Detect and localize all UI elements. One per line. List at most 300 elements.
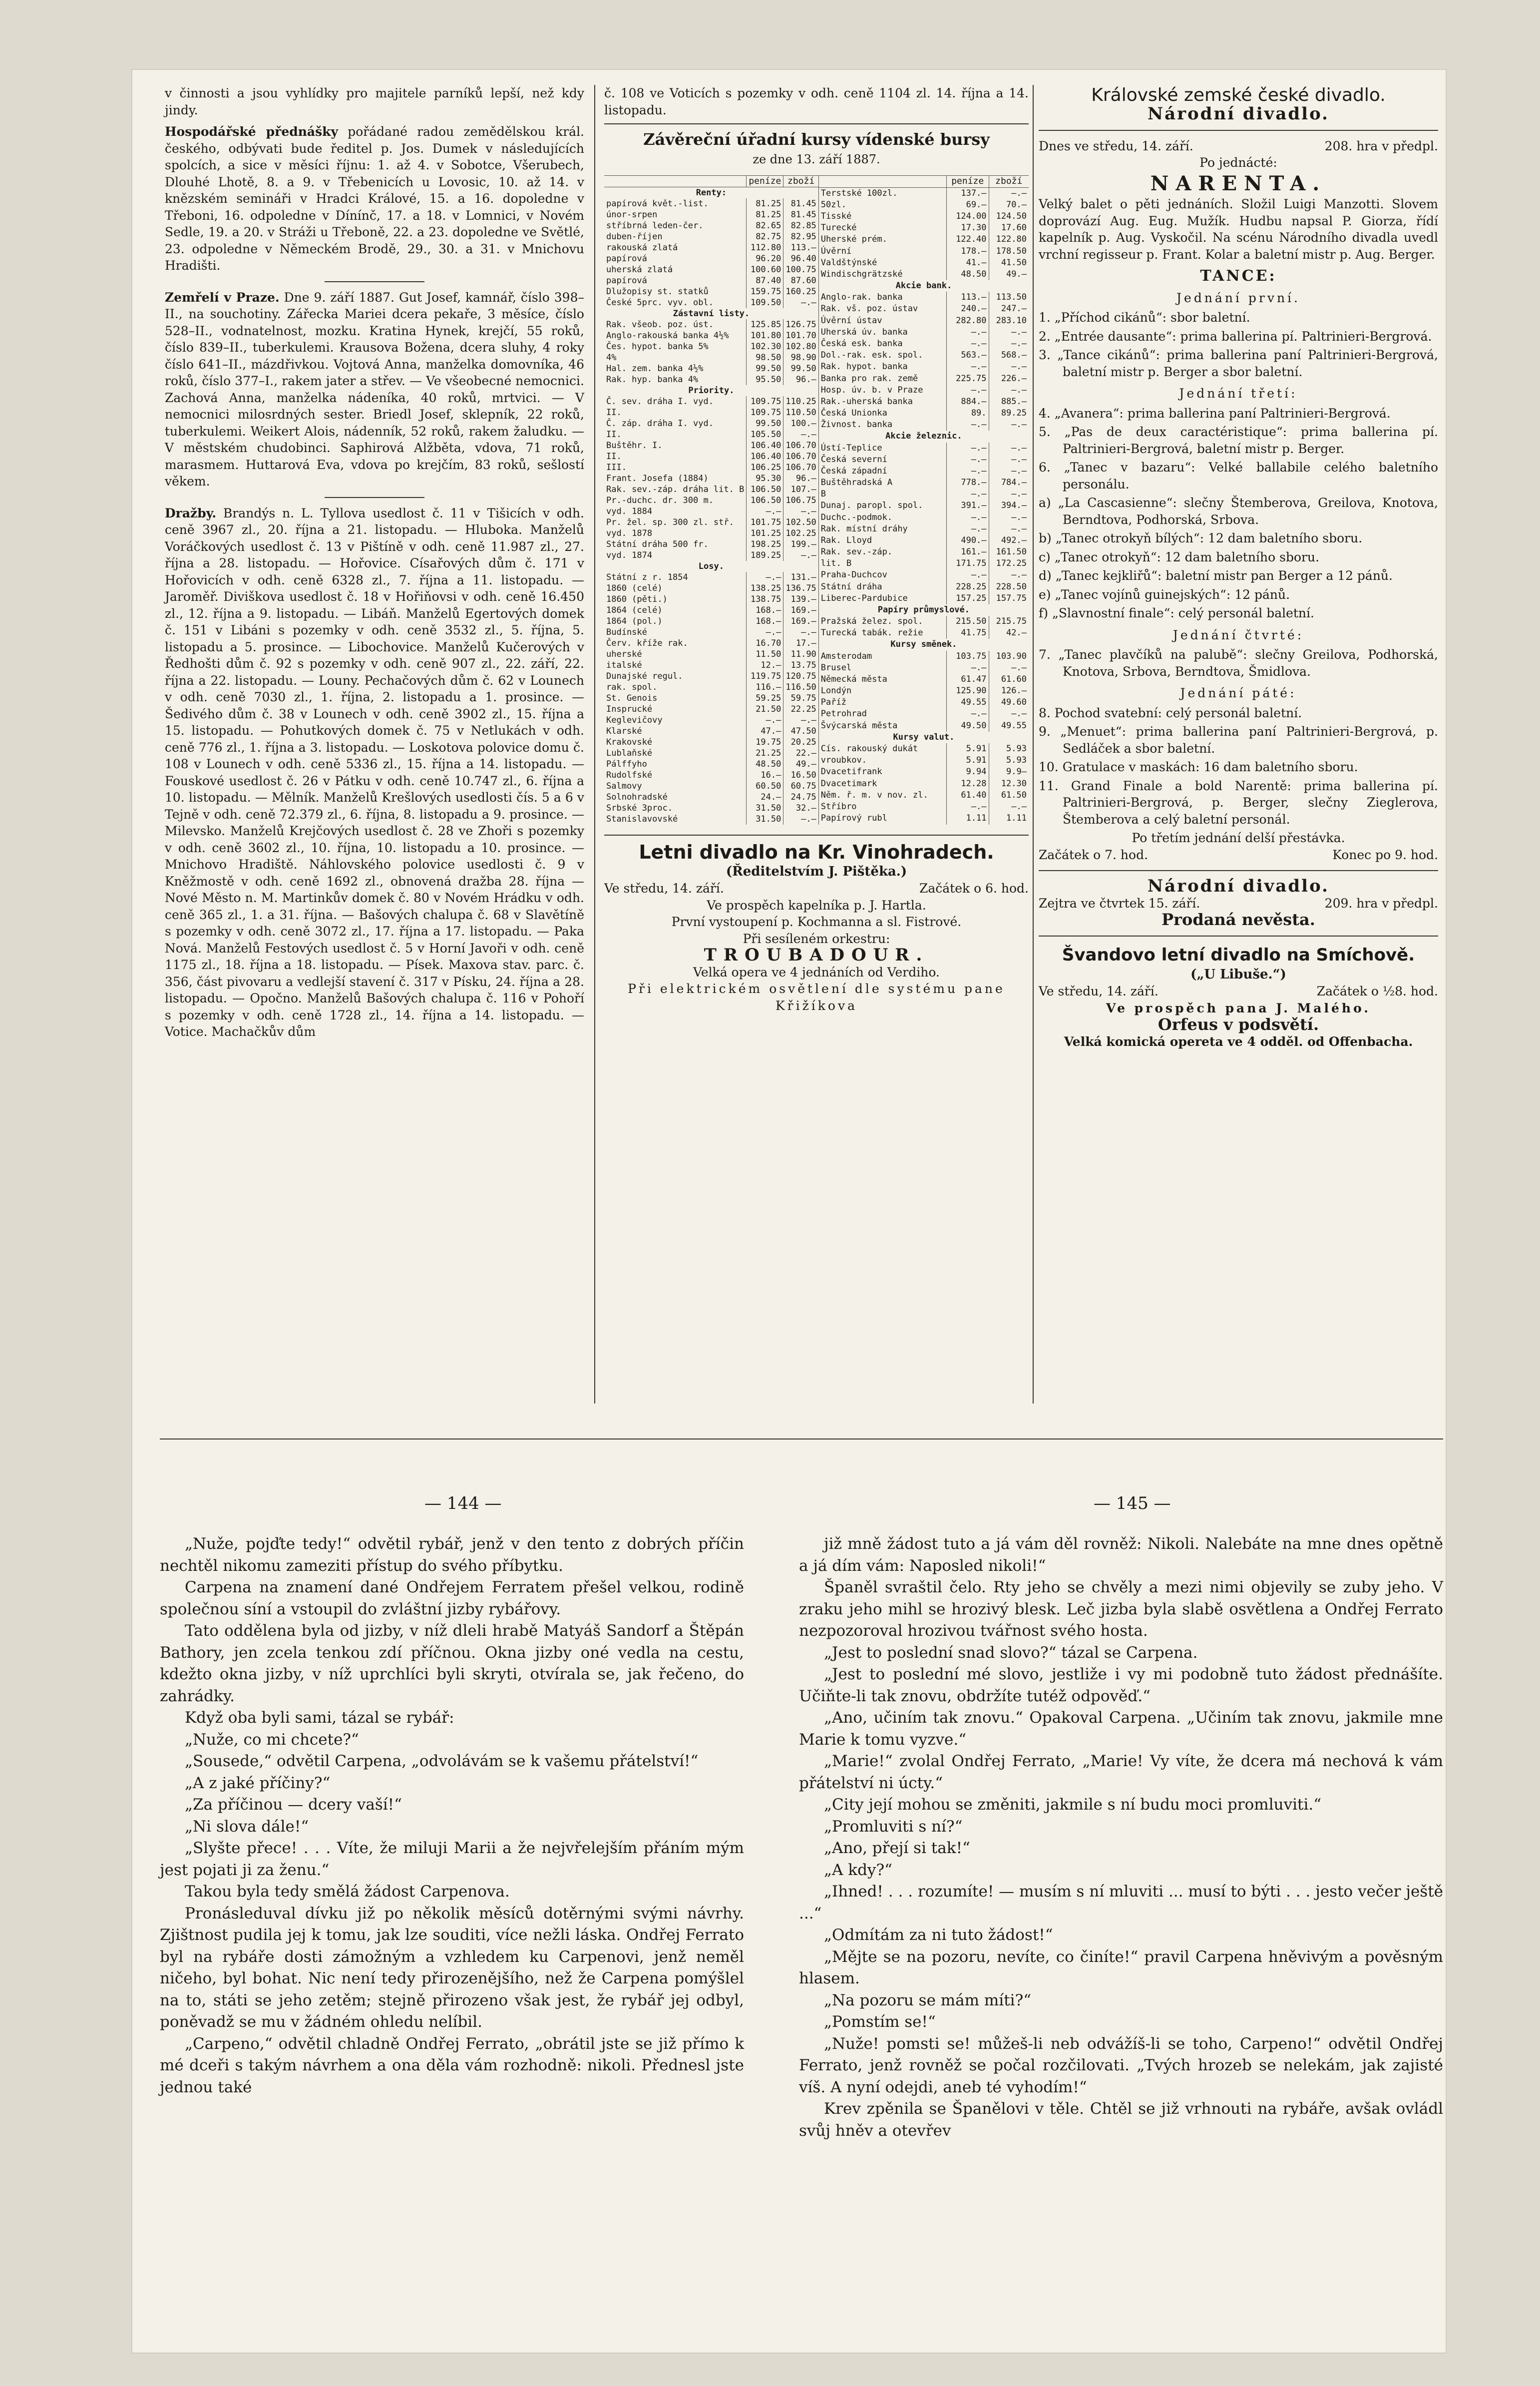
- security-name: Tisské: [820, 211, 852, 222]
- goods-price: 169.—: [783, 616, 818, 627]
- bourse-row: [604, 660, 818, 671]
- bourse-section-heading: Akcie bank.: [895, 281, 952, 291]
- money-price: 81.25: [747, 209, 783, 220]
- bourse-row: [604, 484, 818, 495]
- dance-item: d) „Tanec kejkliřů“: baletní mistr pan Berger a 12 pánů.: [1039, 568, 1393, 583]
- dance-item: e) „Tanec vojínů guinejských“: 12 pánů.: [1039, 587, 1290, 602]
- money-price: 41.—: [946, 257, 989, 269]
- divider: [325, 497, 424, 498]
- goods-price: —.—: [989, 801, 1029, 813]
- security-name: Duchc.-podmok.: [820, 512, 893, 522]
- money-price: 161.—: [946, 546, 989, 558]
- security-name: Solnohradské: [606, 792, 668, 802]
- security-name: Rak. hyp. banka 4%: [606, 374, 699, 385]
- bourse-row: [604, 748, 818, 759]
- dance-item: a) „La Cascasienne“: slečny Štemberova, Greilova, Knotova, Berndtova, Podhorská, Srbova.: [1039, 495, 1438, 527]
- money-price: 82.65: [747, 220, 783, 231]
- page-number-left: — 144 —: [424, 1493, 502, 1513]
- dance-item: 3. „Tance cikánů“: prima ballerina paní Paltrinieri-Bergrová, baletní mistr p. Berger a sbor baletní.: [1039, 348, 1438, 379]
- money-price: —.—: [946, 488, 989, 500]
- goods-price: 116.50: [783, 682, 818, 693]
- money-price: 69.—: [946, 199, 989, 211]
- money-price: 157.25: [946, 593, 989, 604]
- security-name: Krakovské: [606, 737, 653, 747]
- security-name: Rak. sev.-záp.: [820, 547, 893, 557]
- goods-price: 106.70: [783, 440, 818, 451]
- security-name: Česká západní: [820, 466, 887, 476]
- bourse-row: [604, 198, 818, 209]
- goods-price: —.—: [989, 523, 1029, 535]
- goods-price: 16.50: [783, 770, 818, 781]
- bourse-row: [818, 813, 1029, 824]
- national-theatre-title: Národní divadlo.: [1147, 104, 1330, 124]
- lecture-notice: [165, 123, 584, 274]
- security-name: Rak. Lloyd: [820, 535, 872, 545]
- bourse-row: [604, 671, 818, 682]
- security-name: Švýcarská města: [820, 720, 898, 731]
- money-price: 47.—: [747, 726, 783, 737]
- money-price: 5.91: [946, 755, 989, 766]
- bourse-row: [818, 431, 1029, 442]
- bourse-section-heading: Kursy směnek.: [890, 639, 957, 650]
- bourse-tables: [604, 175, 1029, 825]
- goods-price: —.—: [783, 297, 818, 308]
- security-name: Lublaňské: [606, 748, 653, 758]
- money-price: —.—: [946, 454, 989, 466]
- bourse-row: [604, 737, 818, 748]
- security-name: Papírový rubl: [820, 813, 887, 824]
- bourse-row: [604, 440, 818, 451]
- money-price: 116.—: [747, 682, 783, 693]
- story-paragraph: „Nuže! pomsti se! můžeš-li neb odvážíš-li se toho, Carpeno!“ odvětil Ondřej Ferrato, jenž rovněž se počal rozčilovati. „Tvých hrozeb se nelekám, jak zajisté víš. A nyní odejdi, aneb té vyhodím!“: [799, 2034, 1443, 2096]
- goods-price: —.—: [989, 708, 1029, 720]
- goods-price: 283.10: [989, 315, 1029, 327]
- story-paragraph: „Carpeno,“ odvětil chladně Ondřej Ferrato, „obrátil jste se již přímo k mé dceři s takým návrhem a ona děla vám rozhodně: nikoli. Přednesl jste jednou také: [160, 2034, 744, 2096]
- dance-item: b) „Tanec otrokyň bílých“: 12 dam baletního sboru.: [1039, 531, 1363, 545]
- bourse-row: [604, 759, 818, 770]
- goods-price: 110.50: [783, 407, 818, 418]
- story-paragraph: „Promluviti s ní?“: [824, 1817, 963, 1836]
- money-price: 109.75: [747, 407, 783, 418]
- goods-price: —.—: [989, 338, 1029, 350]
- bourse-row: [818, 558, 1029, 569]
- column-bourse: [604, 85, 1029, 1014]
- money-price: 168.—: [747, 616, 783, 627]
- bourse-row: [604, 583, 818, 594]
- bourse-row: [604, 627, 818, 638]
- column-notices: [165, 85, 584, 1045]
- goods-price: 226.—: [989, 373, 1029, 385]
- deaths-heading: Zemřelí v Praze.: [165, 290, 280, 305]
- money-price: 138.75: [747, 594, 783, 605]
- goods-price: 49.—: [783, 759, 818, 770]
- bourse-row: [604, 385, 818, 396]
- vinohrady-time: Začátek o 6. hod.: [919, 881, 1029, 896]
- money-price: 109.75: [747, 396, 783, 407]
- story-paragraph: Když oba byli sami, tázal se rybář:: [185, 1709, 454, 1727]
- goods-price: 22.25: [783, 704, 818, 715]
- goods-price: —.—: [989, 443, 1029, 454]
- story-paragraph: Pronásleduval dívku již po několik měsíců dotěrnými svými návrhy. Zjištnost pudila jej k tomu, jak lze souditi, více nežli láska. Ondřej Ferrato byl na rybáře dosti zámožným a vzhledem ku Carpenovi, jenž neměl ničeho, byl bohat. Nic není tedy přirozenějšího, než že Carpena pomýšlel na to, státi se jeho zetěm; stejně přirozeno však jest, že rybář jej odbyl, poněvadž se mu v žádném ohledu nelíbil.: [160, 1904, 744, 2031]
- divider: [325, 281, 424, 282]
- bourse-row: [604, 451, 818, 462]
- goods-price: 96.40: [783, 253, 818, 264]
- bourse-row: [818, 338, 1029, 350]
- security-name: Čes. hypot. banka 5%: [606, 341, 709, 352]
- security-name: Londýn: [820, 686, 852, 696]
- security-name: Anglo-rakouská banka 4½%: [606, 330, 729, 341]
- security-name: Česká esk. banka: [820, 338, 903, 349]
- money-price: 96.20: [747, 253, 783, 264]
- money-price: 225.75: [946, 373, 989, 385]
- bourse-row: [604, 275, 818, 286]
- security-name: Česká severní: [820, 454, 887, 465]
- goods-price: 61.60: [989, 674, 1029, 685]
- goods-price: 131.—: [783, 572, 818, 583]
- money-price: —.—: [946, 512, 989, 523]
- money-price: —.—: [946, 443, 989, 454]
- money-price: —.—: [946, 338, 989, 350]
- goods-price: 113.50: [989, 292, 1029, 303]
- dance-item: 1. „Příchod cikánů“: sbor baletní.: [1039, 310, 1250, 325]
- money-price: 61.40: [946, 790, 989, 801]
- bourse-row: [818, 790, 1029, 801]
- security-name: Pálffyho: [606, 759, 647, 769]
- goods-price: —.—: [989, 327, 1029, 338]
- security-name: Rak. místní dráhy: [820, 523, 908, 534]
- security-name: Frant. Josefa (1884): [606, 473, 709, 483]
- vinohrady-date: Ve středu, 14. září.: [604, 881, 724, 896]
- bourse-section-heading: Priority.: [688, 385, 735, 396]
- money-header: peníze: [747, 175, 783, 187]
- vinohrady-subtitle: (Ředitelstvím J. Pištěka.): [726, 864, 907, 879]
- goods-price: —.—: [989, 187, 1029, 199]
- story-paragraph: „Na pozoru se mám míti?“: [824, 1991, 1032, 2009]
- vinohrady-play: TROUBADOUR.: [704, 945, 929, 965]
- goods-price: 17.—: [783, 638, 818, 649]
- bourse-row: [818, 755, 1029, 766]
- security-name: Turecká tabák. režie: [820, 628, 923, 638]
- goods-price: 9.9–: [989, 766, 1029, 778]
- money-price: 89.: [946, 408, 989, 419]
- goods-price: 139.—: [783, 594, 818, 605]
- goods-price: 124.50: [989, 211, 1029, 222]
- story-paragraph: „Jest to poslední mé slovo, jestliže i vy mi podobně tuto žádost přednášíte. Učiňte-li tak znovu, obdržíte tutéž odpověď.“: [799, 1665, 1443, 1705]
- bourse-row: [604, 814, 818, 825]
- bourse-section-heading: Kursy valut.: [893, 732, 955, 742]
- ballet-description: Velký balet o pěti jednáních. Složil Luigi Manzotti. Slovem doprovází Aug. Eug. Mužík. Hudbu napsal P. Giorza, řídí kapelník p. Aug. Vyskočil. Na scénu Národního divadla uvedl vrchní regisseur p. Frant. Kolar a baletní mistr p. Aug. Berger.: [1039, 197, 1438, 262]
- goods-price: —.—: [989, 454, 1029, 466]
- bourse-row: [818, 593, 1029, 604]
- security-name: Rak. hypot. banka: [820, 362, 908, 372]
- goods-price: 161.50: [989, 546, 1029, 558]
- money-price: 95.50: [747, 374, 783, 385]
- story-paragraph: „Nuže, co mi chcete?“: [185, 1730, 359, 1749]
- svandovo-play: Orfeus v podsvětí.: [1157, 1015, 1319, 1034]
- security-name: Buštěhradská A: [820, 477, 893, 488]
- act3-dances: [1039, 405, 1438, 622]
- bourse-row: [818, 373, 1029, 385]
- security-name: 1860 (pěti.): [606, 594, 668, 604]
- bourse-row: [604, 616, 818, 627]
- money-price: 119.75: [747, 671, 783, 682]
- money-price: 99.50: [747, 363, 783, 374]
- auctions-heading: Dražby.: [165, 505, 217, 520]
- security-name: papírová: [606, 275, 647, 286]
- security-name: Valdštýnské: [820, 257, 877, 268]
- deaths-text: Dne 9. září 1887. Gut Josef, kamnář, číslo 398–II., na souchotiny. Zářecka Mariei dcera pekaře, 3 měsíce, číslo 528–II., vodnatelnost, mozku. Kratina Hynek, krejčí, 55 roků, číslo 839–II., tuberkulemi. Krausova Božena, dcera sluhy, 4 roky číslo 641–II., mázdřivkou. Vojtová Anna, manželka domovníka, 46 roků, číslo 377–I., rakem jater a střev. — Ve všeobecné nemocnici. Zachová Anna, manželka nádeníka, 40 roků, mrtvici. — V nemocnici milosrdných sester. Briedl Josef, sklepník, 22 roků, tuberkulemi. Weikert Alois, nádenník, 52 roků, rakem žaludku. — V městském chudobinci. Saphirová Alžběta, vdova, 71 roků, marasmem. Huttarová Eva, vdova po krejčím, 83 roků, sešlostí věkem.: [165, 290, 584, 488]
- bourse-row: [818, 396, 1029, 408]
- svandovo-subtitle: („U Libuše.“): [1190, 966, 1286, 982]
- national-theatre-title-2: Národní divadlo.: [1147, 876, 1330, 896]
- money-price: —.—: [747, 715, 783, 726]
- money-price: 178.—: [946, 246, 989, 257]
- bourse-row: [604, 308, 818, 319]
- security-name: Německá města: [820, 674, 887, 684]
- security-name: Banka pro rak. země: [820, 373, 918, 384]
- bourse-row: [604, 352, 818, 363]
- money-price: —.—: [946, 385, 989, 396]
- goods-price: 126.—: [989, 685, 1029, 697]
- money-price: 101.75: [747, 517, 783, 528]
- goods-price: 160.25: [783, 286, 818, 297]
- goods-price: 5.93: [989, 743, 1029, 755]
- bourse-row: [604, 792, 818, 803]
- security-name: Něm. ř. m. v nov. zl.: [820, 790, 928, 800]
- bourse-row: [604, 803, 818, 814]
- start-time: Začátek o 7. hod.: [1039, 847, 1149, 862]
- bourse-row: [818, 500, 1029, 511]
- story-paragraph: Španěl svraštil čelo. Rty jeho se chvěly a mezi nimi objevily se zuby jeho. V zraku jeho mihl se hrozivý blesk. Leč jizba byla slabě osvětlena a Ondřej Ferrato nezpozoroval hrozivou tvářnost svého hosta.: [799, 1578, 1443, 1640]
- story-paragraph: „Jest to poslední snad slovo?“ tázal se Carpena.: [824, 1643, 1198, 1662]
- security-name: II.: [606, 407, 622, 418]
- money-price: 106.50: [747, 484, 783, 495]
- bourse-row: [604, 649, 818, 660]
- goods-price: 172.25: [989, 558, 1029, 569]
- goods-price: 492.—: [989, 535, 1029, 546]
- security-name: Amsterodam: [820, 651, 872, 661]
- tomorrow-row: [1039, 895, 1438, 912]
- money-price: 103.75: [946, 651, 989, 662]
- bourse-row: [818, 408, 1029, 419]
- goods-price: 178.50: [989, 246, 1029, 257]
- money-price: 109.50: [747, 297, 783, 308]
- money-price: 49.55: [946, 697, 989, 708]
- bourse-row: [818, 477, 1029, 488]
- tomorrow-play: Prodaná nevěsta.: [1161, 910, 1315, 929]
- tomorrow-performance-number: 209. hra v předpl.: [1324, 896, 1438, 911]
- money-price: 113.—: [946, 292, 989, 303]
- security-name: Dvacetifrank: [820, 767, 882, 777]
- goods-price: 82.85: [783, 220, 818, 231]
- bourse-row: [818, 257, 1029, 269]
- money-price: 124.00: [946, 211, 989, 222]
- money-price: 228.25: [946, 581, 989, 593]
- security-name: Rudolfské: [606, 770, 653, 780]
- bourse-date: ze dne 13. září 1887.: [753, 152, 880, 166]
- money-price: 59.25: [747, 693, 783, 704]
- money-price: —.—: [946, 361, 989, 373]
- svandovo-date: Ve středu, 14. září.: [1039, 984, 1158, 998]
- goods-price: 5.93: [989, 755, 1029, 766]
- money-price: 171.75: [946, 558, 989, 569]
- bourse-row: [604, 473, 818, 484]
- goods-price: 42.—: [989, 627, 1029, 639]
- bourse-row: [818, 535, 1029, 546]
- dance-item: 4. „Avanera“: prima ballerina paní Paltrinieri-Bergrová.: [1039, 406, 1391, 421]
- performance-count: Po jednácté:: [1199, 155, 1277, 170]
- story-paragraph: Tato oddělena byla od jizby, v níž dleli hrabě Matyáš Sandorf a Štěpán Bathory, jen zcela tenkou zdí příčnou. Okna jizby oné vedla na cestu, kdežto okna jizby, v níž uprchlíci byli skryti, otvírala se, jak řečeno, do zahrádky.: [160, 1622, 744, 1705]
- goods-header: zboží: [989, 175, 1029, 187]
- security-name: Úvěrní ústav: [820, 315, 882, 326]
- dance-item: 5. „Pas de deux caractéristique“: prima ballerina pí. Paltrinieri-Bergrová, baletní mistr p. Berger.: [1039, 425, 1438, 456]
- money-price: 105.50: [747, 429, 783, 440]
- security-name: Petrohrad: [820, 709, 867, 719]
- bourse-row: [818, 674, 1029, 685]
- start-end-row: [1039, 847, 1438, 864]
- bourse-row: [818, 234, 1029, 245]
- security-name: Pr. žel. sp. 300 zl. stř.: [606, 517, 734, 527]
- security-name: Živnost. banka: [820, 420, 893, 430]
- bourse-row: [604, 363, 818, 374]
- dance-item: 9. „Menuet“: prima ballerina paní Paltrinieri-Bergrová, p. Sedláček a sbor baletní.: [1039, 724, 1438, 756]
- goods-price: 107.—: [783, 484, 818, 495]
- security-name: duben-říjen: [606, 231, 663, 242]
- security-name: Cís. rakouský dukát: [820, 744, 918, 754]
- security-name: papírová květ.-list.: [606, 198, 709, 209]
- goods-price: 157.75: [989, 593, 1029, 604]
- bourse-row: [818, 222, 1029, 234]
- security-name: Č. záp. dráha I. vyd.: [606, 418, 714, 429]
- money-price: 122.40: [946, 234, 989, 245]
- goods-price: 61.50: [989, 790, 1029, 801]
- bourse-section-heading: Losy.: [698, 561, 724, 571]
- money-price: 778.—: [946, 477, 989, 488]
- bourse-row: [818, 280, 1029, 292]
- bourse-row: [604, 429, 818, 440]
- lecture-text: pořádané radou zemědělskou král. českého, odbývati bude ředitel p. Jos. Dumek v následujících spolcích, a sice v měsíci říjnu: 1. až 4. v Sobotce, Všerubech, Dlouhé Lhotě, 8. a 9. v Třebenicích u Lovosic, 10. až 14. v knězském semináři v Hradci Králové, 15. a 16. dopoledne v Třeboni, 16. odpoledne v Dínínč, 17. a 18. v Lomnici, v Novém Sedle, 19. a 20. v Stráži u Třeboně, 22. a 23. dopoledne ve Světlé, 23. odpoledne v Německém Brodě, 29., 30. a 31. v Mnichovu Hradišti.: [165, 124, 585, 273]
- bourse-row: [818, 743, 1029, 755]
- divider: [1039, 130, 1438, 131]
- security-name: papírová: [606, 253, 647, 264]
- security-name: Klarské: [606, 726, 642, 736]
- svandovo-description: Velká komická opereta ve 4 odděl. od Offenbacha.: [1064, 1034, 1413, 1049]
- money-price: 106.40: [747, 440, 783, 451]
- security-name: Stanislavovské: [606, 814, 678, 824]
- security-name: lit. B: [820, 558, 852, 569]
- security-name: Srbské 3proc.: [606, 803, 673, 813]
- security-name: Státní dráha 500 fr.: [606, 539, 709, 549]
- story-paragraph: „Pomstím se!“: [824, 2013, 936, 2031]
- goods-price: 136.75: [783, 583, 818, 594]
- security-name: rak. spol.: [606, 682, 658, 692]
- money-price: —.—: [946, 466, 989, 477]
- bourse-row: [818, 292, 1029, 303]
- bourse-row: [604, 418, 818, 429]
- security-name: uherská zlatá: [606, 264, 673, 275]
- security-name: Turecké: [820, 223, 857, 233]
- goods-price: 126.75: [783, 319, 818, 330]
- money-price: 125.85: [747, 319, 783, 330]
- security-name: Č. sev. dráha I. vyd.: [606, 396, 714, 407]
- security-name: B: [820, 489, 826, 499]
- vinohrady-opera-desc: Velká opera ve 4 jednáních od Verdiho.: [693, 964, 940, 979]
- goods-price: 82.95: [783, 231, 818, 242]
- svandovo-title: Švandovo letní divadlo na Smíchově.: [1062, 945, 1415, 965]
- money-price: 125.90: [946, 685, 989, 697]
- goods-price: —.—: [783, 429, 818, 440]
- goods-price: 1.11: [989, 813, 1029, 824]
- divider: [604, 835, 1029, 836]
- goods-price: 99.50: [783, 363, 818, 374]
- goods-price: 49.55: [989, 720, 1029, 732]
- vinohrady-theatre-ad: [604, 841, 1029, 1014]
- goods-header: zboží: [783, 175, 818, 187]
- bourse-row: [818, 708, 1029, 720]
- story-paragraph: „Ni slova dále!“: [185, 1817, 309, 1836]
- bourse-row: [818, 697, 1029, 708]
- goods-price: 215.75: [989, 616, 1029, 627]
- money-price: 11.50: [747, 649, 783, 660]
- money-price: —.—: [946, 801, 989, 813]
- security-name: Hosp. úv. b. v Praze: [820, 385, 923, 395]
- column-rule-2: [1033, 85, 1034, 1404]
- money-price: 215.50: [946, 616, 989, 627]
- security-name: Státní dráha: [820, 581, 882, 592]
- security-name: Praha-Duchcov: [820, 570, 887, 580]
- goods-price: 101.70: [783, 330, 818, 341]
- goods-price: —.—: [783, 715, 818, 726]
- goods-price: 22.—: [783, 748, 818, 759]
- money-price: 41.75: [946, 627, 989, 639]
- vinohrady-benefit: Ve prospěch kapelníka p. J. Hartla.: [707, 898, 926, 913]
- money-price: 884.—: [946, 396, 989, 408]
- goods-price: 32.—: [783, 803, 818, 814]
- bourse-row: [818, 419, 1029, 431]
- goods-price: 100.—: [783, 418, 818, 429]
- goods-price: 49.60: [989, 697, 1029, 708]
- bourse-row: [604, 374, 818, 385]
- goods-price: 59.75: [783, 693, 818, 704]
- security-name: Uherská úv. banka: [820, 327, 908, 337]
- goods-price: 70.—: [989, 199, 1029, 211]
- goods-price: —.—: [989, 466, 1029, 477]
- bourse-row: [818, 627, 1029, 639]
- money-price: 112.80: [747, 242, 783, 253]
- bourse-row: [818, 546, 1029, 558]
- bourse-row: [818, 361, 1029, 373]
- security-name: rakouská zlatá: [606, 242, 678, 253]
- act4-heading: Jednání čtvrté:: [1172, 627, 1304, 642]
- story-paragraph: „Marie!“ zvolal Ondřej Ferrato, „Marie! Vy víte, že dcera má nechová k vám přátelství ni úcty.“: [799, 1752, 1443, 1792]
- security-name: Keglevičovy: [606, 715, 663, 725]
- bourse-row: [604, 572, 818, 583]
- security-name: 1864 (pol.): [606, 616, 663, 626]
- bourse-row: [818, 569, 1029, 581]
- bourse-row: [818, 639, 1029, 650]
- bourse-row: [604, 539, 818, 550]
- money-price: 5.91: [946, 743, 989, 755]
- security-name: Anglo-rak. banka: [820, 292, 903, 303]
- dance-item: f) „Slavnostní finale“: celý personál baletní.: [1039, 606, 1314, 620]
- story-paragraph: „A z jaké příčiny?“: [185, 1774, 331, 1792]
- money-price: 82.75: [747, 231, 783, 242]
- story-paragraph: „Ihned! . . . rozumíte! — musím s ní mluviti ... musí to býti . . . jesto večer ještě ...“: [799, 1883, 1443, 1922]
- security-name: Paříž: [820, 697, 846, 708]
- bourse-section-heading: Renty:: [696, 187, 727, 198]
- money-price: 101.25: [747, 528, 783, 539]
- story-right-page: [799, 1533, 1443, 2142]
